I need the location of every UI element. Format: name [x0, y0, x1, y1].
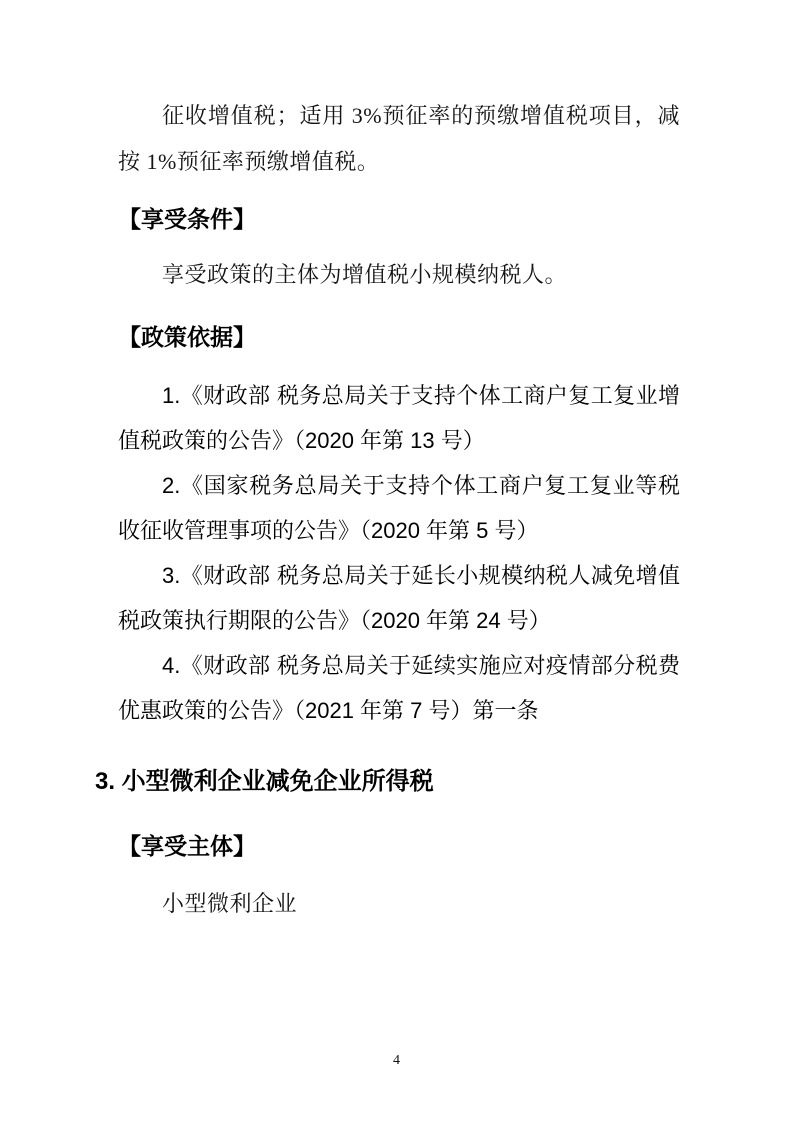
paragraph-beneficiary: 小型微利企业 [162, 891, 298, 916]
heading-eligibility-conditions: 【享受条件】 [118, 206, 256, 232]
policy-item: 4.《财政部 税务总局关于延续实施应对疫情部分税费优惠政策的公告》（2021 年第 7 号）第一条 [118, 653, 680, 723]
paragraph-eligibility-conditions: 享受政策的主体为增值税小规模纳税人。 [162, 262, 568, 287]
policy-item: 1.《财政部 税务总局关于支持个体工商户复工复业增值税政策的公告》（2020 年第 13 号） [118, 383, 680, 453]
paragraph-vat-prepayment-continued: 征收增值税；适用 3%预征率的预缴增值税项目，减按 1%预征率预缴增值税。 [118, 103, 680, 174]
policy-item: 2.《国家税务总局关于支持个体工商户复工复业等税收征收管理事项的公告》（2020 年第 5 号） [118, 473, 680, 543]
heading-beneficiary: 【享受主体】 [118, 833, 256, 859]
page-number: 4 [393, 1053, 400, 1068]
section-heading-small-micro-profit-enterprise: 3. 小型微利企业减免企业所得税 [95, 768, 434, 795]
heading-policy-basis: 【政策依据】 [118, 324, 256, 350]
policy-basis-list [95, 373, 680, 733]
policy-item: 3.《财政部 税务总局关于延长小规模纳税人减免增值税政策执行期限的公告》（2020 年第 24 号） [118, 563, 680, 633]
